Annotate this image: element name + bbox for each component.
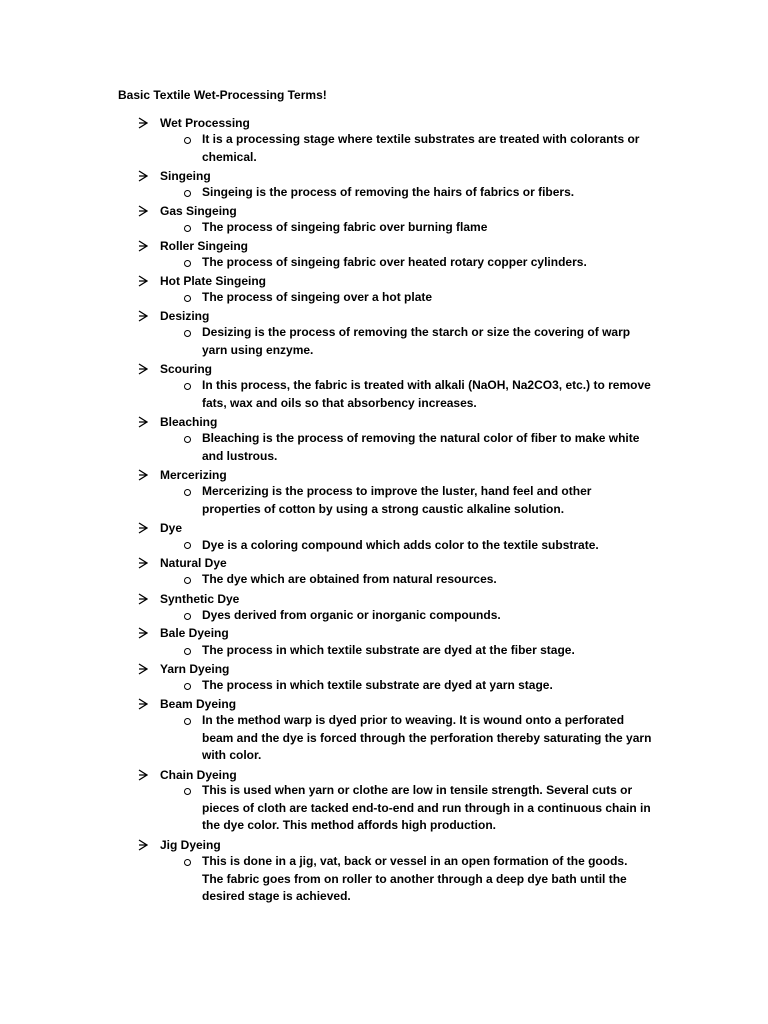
term-definition: Dye is a coloring compound which adds color to the textile substrate. — [202, 538, 599, 552]
circle-bullet-icon — [184, 260, 191, 267]
term-definition: It is a processing stage where textile substrates are treated with colorants or chemical. — [202, 132, 640, 164]
arrow-bullet-icon — [138, 205, 148, 217]
term-label: Roller Singeing — [160, 239, 249, 253]
arrow-bullet-icon — [138, 363, 148, 375]
term-definition: Desizing is the process of removing the starch or size the covering of warp yarn using enzyme. — [202, 325, 631, 357]
term-definition: Bleaching is the process of removing the natural color of fiber to make white and lustrous. — [202, 431, 640, 463]
term-definition: In the method warp is dyed prior to weaving. It is wound onto a perforated beam and the dye is forced through the perforation thereby saturating the yarn with color. — [202, 713, 652, 763]
arrow-bullet-icon — [138, 593, 148, 605]
arrow-bullet-icon — [138, 469, 148, 481]
circle-bullet-icon — [184, 383, 191, 390]
term-definition: The process of singeing over a hot plate — [202, 290, 433, 304]
circle-bullet-icon — [184, 613, 191, 620]
document-title: Basic Textile Wet-Processing Terms! — [118, 88, 327, 102]
term-label: Yarn Dyeing — [160, 662, 230, 676]
circle-bullet-icon — [184, 788, 191, 795]
term-definition: In this process, the fabric is treated with alkali (NaOH, Na2CO3, etc.) to remove fats, wax and oils so that absorbency increases. — [202, 378, 651, 410]
circle-bullet-icon — [184, 542, 191, 549]
arrow-bullet-icon — [138, 663, 148, 675]
circle-bullet-icon — [184, 330, 191, 337]
circle-bullet-icon — [184, 859, 191, 866]
circle-bullet-icon — [184, 137, 191, 144]
term-label: Singeing — [160, 169, 211, 183]
arrow-bullet-icon — [138, 839, 148, 851]
term-definition: Mercerizing is the process to improve the luster, hand feel and other properties of cotton by using a strong caustic alkaline solution. — [202, 484, 592, 516]
arrow-bullet-icon — [138, 170, 148, 182]
arrow-bullet-icon — [138, 117, 148, 129]
circle-bullet-icon — [184, 718, 191, 725]
circle-bullet-icon — [184, 577, 191, 584]
arrow-bullet-icon — [138, 627, 148, 639]
term-label: Mercerizing — [160, 468, 227, 482]
circle-bullet-icon — [184, 648, 191, 655]
circle-bullet-icon — [184, 295, 191, 302]
term-label: Hot Plate Singeing — [160, 274, 267, 288]
term-label: Dye — [160, 521, 183, 535]
term-definition: This is used when yarn or clothe are low in tensile strength. Several cuts or pieces of cloth are tacked end-to-end and run through in a continuous chain in the dye color. This method affords high production. — [202, 783, 651, 833]
arrow-bullet-icon — [138, 310, 148, 322]
term-label: Synthetic Dye — [160, 592, 240, 606]
arrow-bullet-icon — [138, 769, 148, 781]
term-label: Gas Singeing — [160, 204, 237, 218]
term-label: Jig Dyeing — [160, 838, 221, 852]
arrow-bullet-icon — [138, 275, 148, 287]
arrow-bullet-icon — [138, 416, 148, 428]
term-label: Bale Dyeing — [160, 626, 229, 640]
circle-bullet-icon — [184, 190, 191, 197]
term-label: Wet Processing — [160, 116, 250, 130]
arrow-bullet-icon — [138, 240, 148, 252]
term-label: Chain Dyeing — [160, 768, 237, 782]
arrow-bullet-icon — [138, 698, 148, 710]
term-definition: The process in which textile substrate are dyed at the fiber stage. — [202, 643, 575, 657]
term-definition: Dyes derived from organic or inorganic compounds. — [202, 608, 501, 622]
term-definition: This is done in a jig, vat, back or vessel in an open formation of the goods. The fabric goes from on roller to another through a deep dye bath until the desired stage is achieved. — [202, 854, 628, 904]
term-label: Desizing — [160, 309, 210, 323]
circle-bullet-icon — [184, 225, 191, 232]
circle-bullet-icon — [184, 683, 191, 690]
arrow-bullet-icon — [138, 557, 148, 569]
term-definition: The dye which are obtained from natural resources. — [202, 572, 497, 586]
circle-bullet-icon — [184, 489, 191, 496]
term-definition: The process of singeing fabric over heated rotary copper cylinders. — [202, 255, 587, 269]
term-label: Beam Dyeing — [160, 697, 237, 711]
term-definition: The process in which textile substrate are dyed at yarn stage. — [202, 678, 553, 692]
term-label: Scouring — [160, 362, 213, 376]
circle-bullet-icon — [184, 436, 191, 443]
term-label: Natural Dye — [160, 556, 227, 570]
term-definition: The process of singeing fabric over burning flame — [202, 220, 488, 234]
arrow-bullet-icon — [138, 522, 148, 534]
term-label: Bleaching — [160, 415, 218, 429]
term-definition: Singeing is the process of removing the hairs of fabrics or fibers. — [202, 185, 575, 199]
